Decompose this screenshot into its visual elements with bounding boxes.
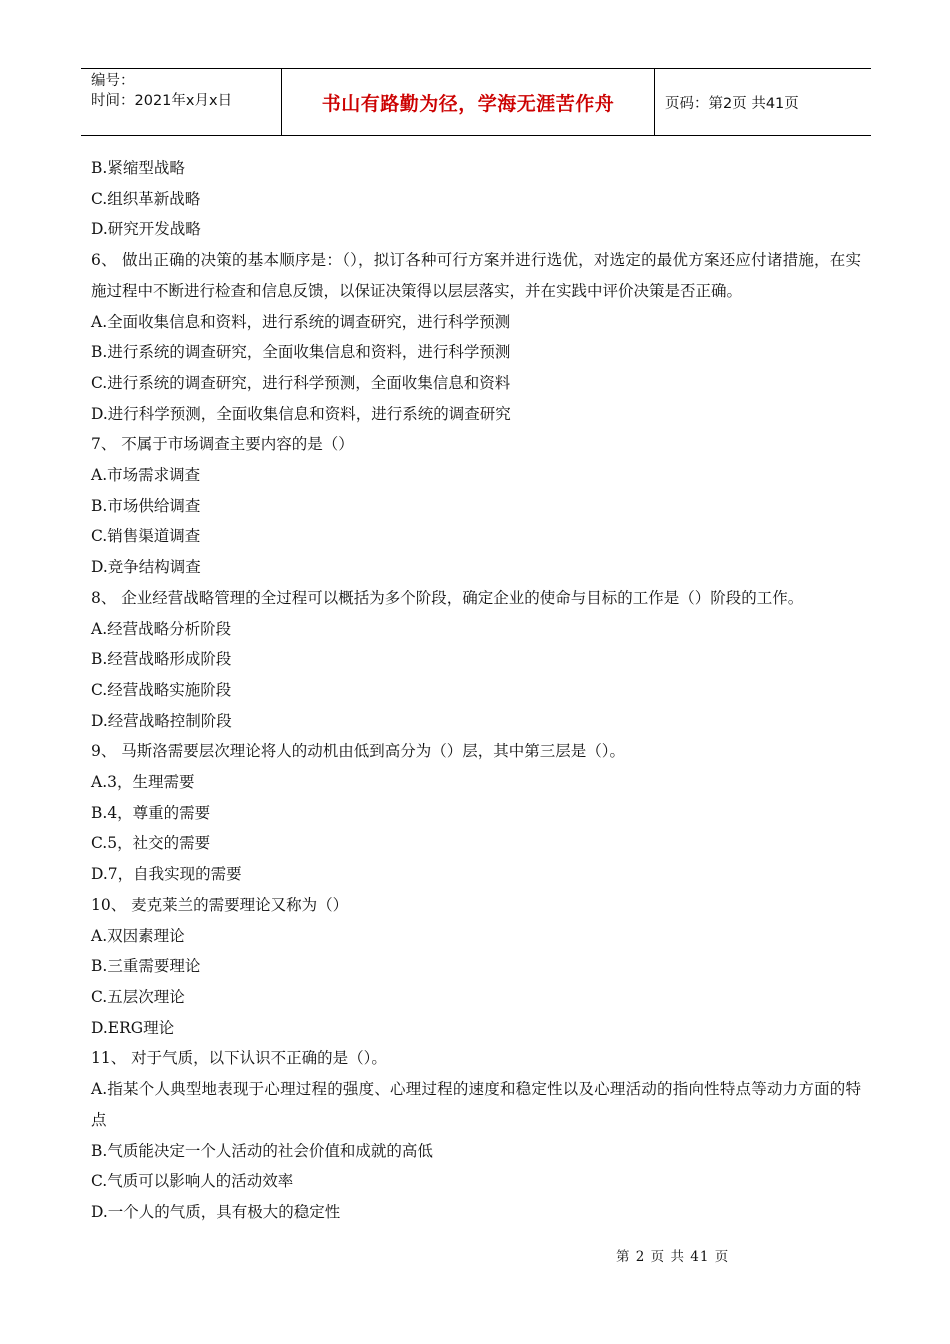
option-line: B.4，尊重的需要 — [91, 803, 211, 822]
option-line: D.研究开发战略 — [91, 220, 201, 239]
option-line: A.全面收集信息和资料，进行系统的调查研究，进行科学预测 — [91, 312, 511, 331]
option-line: A.指某个人典型地表现于心理过程的强度、心理过程的速度和稳定性以及心理活动的指向性特点等动力方面的特点 — [91, 1080, 861, 1129]
document-number-label: 编号： — [91, 73, 135, 89]
question-text: 11、 对于气质，以下认识不正确的是（）。 — [91, 1049, 387, 1068]
page-header — [81, 68, 871, 136]
question-text: 10、 麦克莱兰的需要理论又称为（） — [91, 895, 349, 914]
option-line: B.市场供给调查 — [91, 496, 201, 515]
option-line: C.销售渠道调查 — [91, 527, 201, 546]
option-line: C.五层次理论 — [91, 987, 185, 1006]
option-line: A.3，生理需要 — [91, 773, 195, 792]
option-line: D.进行科学预测，全面收集信息和资料，进行系统的调查研究 — [91, 404, 511, 423]
option-line: D.竞争结构调查 — [91, 558, 201, 577]
option-line: C.进行系统的调查研究，进行科学预测，全面收集信息和资料 — [91, 373, 511, 392]
header-meta-cell — [81, 69, 282, 135]
question-text: 8、 企业经营战略管理的全过程可以概括为多个阶段，确定企业的使命与目标的工作是（）阶段的工作。 — [91, 588, 804, 607]
option-line: B.进行系统的调查研究，全面收集信息和资料，进行科学预测 — [91, 343, 511, 362]
header-motto: 书山有路勤为径，学海无涯苦作舟 — [282, 69, 655, 135]
question-text: 9、 马斯洛需要层次理论将人的动机由低到高分为（）层，其中第三层是（）。 — [91, 742, 626, 761]
option-line: D.7，自我实现的需要 — [91, 865, 242, 884]
header-page-info: 页码：第2页 共41页 — [665, 95, 799, 112]
option-line: B.紧缩型战略 — [91, 159, 185, 177]
option-line: C.组织革新战略 — [91, 189, 201, 208]
question-text: 7、 不属于市场调查主要内容的是（） — [91, 435, 354, 454]
option-line: C.5，社交的需要 — [91, 834, 211, 853]
option-line: D.经营战略控制阶段 — [91, 711, 232, 730]
document-time-label: 时间：2021年x月x日 — [91, 93, 233, 109]
option-line: B.气质能决定一个人活动的社会价值和成就的高低 — [91, 1141, 433, 1160]
option-line: A.双因素理论 — [91, 926, 185, 945]
option-line: A.市场需求调查 — [91, 466, 201, 485]
document-body — [91, 153, 861, 1228]
question-text: 6、 做出正确的决策的基本顺序是：（），拟订各种可行方案并进行选优，对选定的最优方案还应付诸措施，在实施过程中不断进行检查和信息反馈，以保证决策得以层层落实，并在实践中评价决策是否正确。 — [91, 251, 861, 300]
option-line: D.ERG理论 — [91, 1018, 175, 1037]
option-line: C.气质可以影响人的活动效率 — [91, 1172, 294, 1191]
option-line: B.经营战略形成阶段 — [91, 650, 232, 669]
option-line: C.经营战略实施阶段 — [91, 680, 232, 699]
option-line: B.三重需要理论 — [91, 957, 201, 976]
page-footer: 第 2 页 共 41 页 — [616, 1249, 730, 1265]
option-line: D.一个人的气质，具有极大的稳定性 — [91, 1202, 341, 1221]
option-line: A.经营战略分析阶段 — [91, 619, 232, 638]
